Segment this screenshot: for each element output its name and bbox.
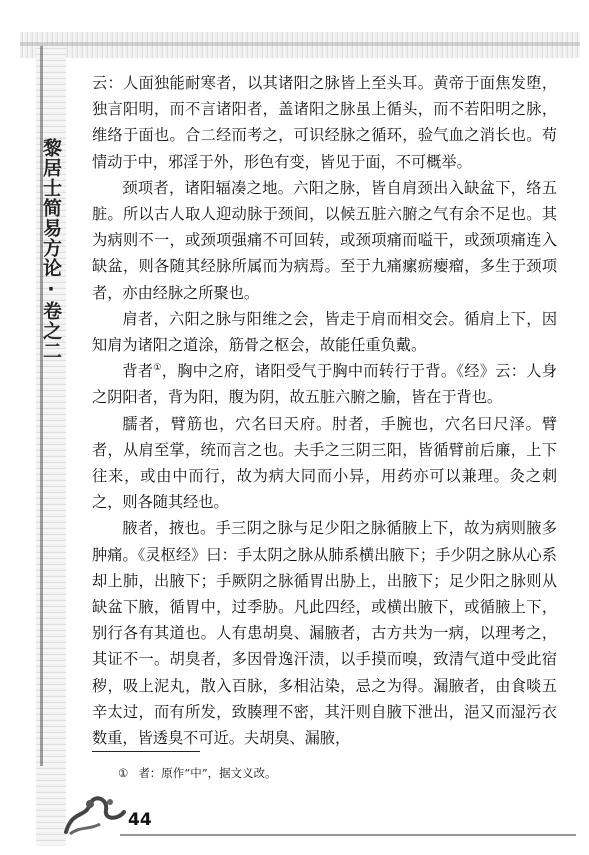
- footer-rule: [120, 834, 576, 836]
- paragraph-6: 腋者，掖也。手三阴之脉与足少阳之脉循腋上下，故为病则腋多肿痛。《灵枢经》曰：手太阴之脉从肺系横出腋下；手少阴之脉从心系却上肺，出腋下；手厥阴之脉循胃出胁上，出腋下；足少阳之脉则从缺盆下腋，循胃中，过季胁。凡此四经，或横出腋下，或循腋上下，别行各有其道也。人有患胡臭、漏腋者，古方共为一病，以理考之，其证不一。胡臭者，多因骨逸汗渍，以手摸而嗅，致清气道中受此宿秽，吸上泥丸，散入百脉，多相沾染，忌之为得。漏腋者，由食啖五辛太过，而有所发，致腠理不密，其汗则自腋下泄出，浥又而湿污衣数重，皆透臭不可近。夫胡臭、漏腋，: [92, 519, 557, 748]
- footnote: [118, 765, 277, 781]
- header-ornament-band: [20, 32, 580, 58]
- footnote-reference: ①: [153, 363, 162, 374]
- paragraph-1: 云：人面独能耐寒者，以其诸阳之脉皆上至头耳。黄帝于面焦发堕，独言阳明，而不言诸阳者，盖诸阳之脉虽上循头，而不若阳明之脉，维络于面也。合二经而考之，可识经脉之循环，验气血之消长也。苟情动于中，邪淫于外，形色有变，皆见于面，不可概举。: [92, 74, 557, 171]
- main-text: [92, 70, 557, 751]
- footnote-mark: ①: [118, 766, 129, 780]
- paragraph-4-rest: ，胸中之府，诸阳受气于胸中而转行于背。《经》云：人身之阴阳者，背为阳，腹为阴，故五脏六腑之腧，皆在于背也。: [92, 362, 557, 407]
- footnote-text: 者：原作“中”，据文义改。: [138, 766, 277, 780]
- bottom-ornament-icon: [60, 790, 130, 840]
- paragraph-5: 臑者，臂筋也，穴名曰天府。肘者，手腕也，穴名曰尺泽。臂者，从肩至掌，统而言之也。夫手之三阴三阳，皆循臂前后廉，上下往来，或由中而行，故为病大同而小异，用药亦可以兼理。灸之刺之，则各随其经也。: [92, 414, 557, 512]
- footnote-divider: [92, 751, 200, 752]
- paragraph-2: 颈项者，诸阳辐凑之地。六阳之脉，皆自肩颈出入缺盆下，络五脏。所以古人取人迎动脉于颈间，以候五脏六腑之气有余不足也。其为病则不一，或颈项强痛不可回转，或颈项痛而嗌干，或颈项痛连入缺盆，则各随其经脉所属而为病焉。至于九痛瘰疬瘿瘤，多生于颈项者，亦由经脉之所聚也。: [92, 178, 557, 302]
- paragraph-4-start: 背者: [122, 362, 154, 381]
- paragraph-3: 肩者，六阳之脉与阳维之会，皆走于肩而相交会。循肩上下，因知肩为诸阳之道涂，筋骨之枢会，故能任重负戴。: [92, 309, 557, 355]
- page-number: 44: [128, 810, 152, 830]
- paragraph-4: [92, 358, 557, 410]
- running-head-title: 黎居士简易方论·卷之二: [40, 138, 62, 361]
